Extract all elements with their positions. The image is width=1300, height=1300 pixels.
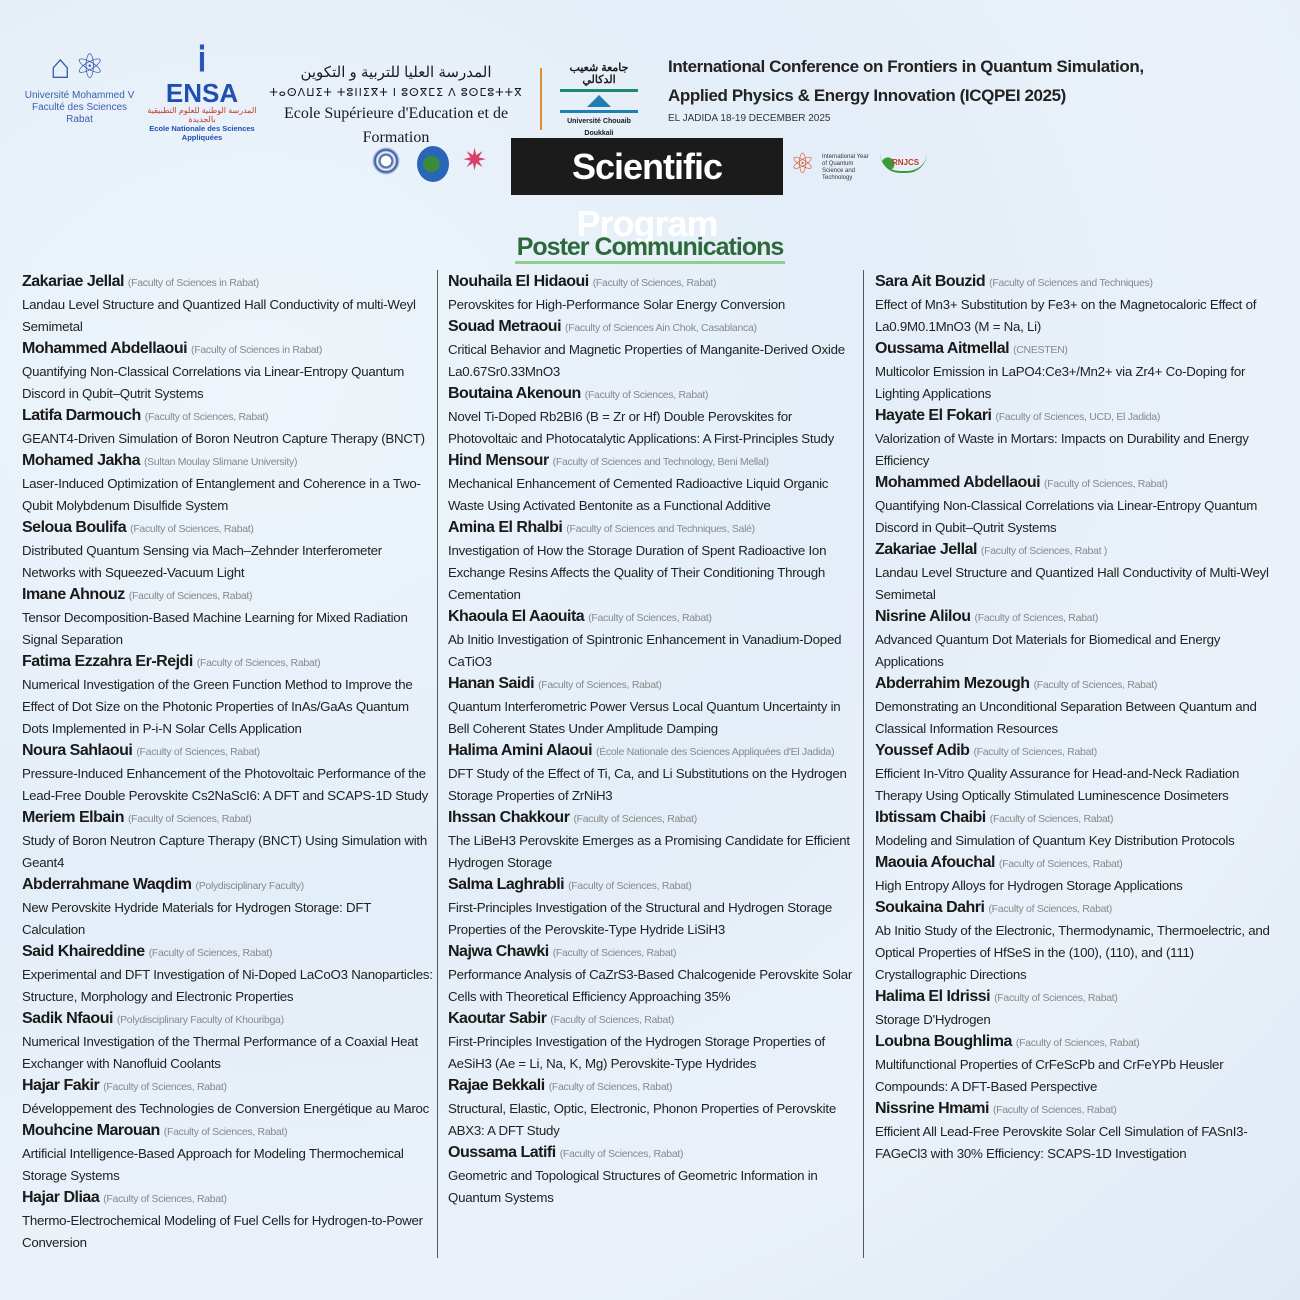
poster-title: Pressure-Induced Enhancement of the Photovoltaic Performance of the Lead-Free Double Perovskite Cs2NaScI6: A DFT and SCAPS-1D Study	[22, 766, 429, 803]
entry-header	[875, 606, 1287, 629]
author-affiliation: (Faculty of Sciences in Rabat)	[127, 277, 259, 289]
author-name: Maouia Afouchal	[875, 854, 995, 871]
entry-header	[22, 1187, 434, 1210]
author-affiliation: (Faculty of Sciences, Rabat)	[584, 389, 709, 401]
poster-title: Structural, Elastic, Optic, Electronic, Phonon Properties of Perovskite ABX3: A DFT Study	[448, 1101, 836, 1138]
poster-title: New Perovskite Hydride Materials for Hydrogen Storage: DFT Calculation	[22, 900, 371, 937]
entry-header	[875, 472, 1287, 495]
poster-entry	[448, 807, 860, 874]
poster-entry	[448, 673, 860, 740]
author-name: Abderrahim Mezough	[875, 675, 1030, 692]
author-affiliation: (Faculty of Sciences, Rabat)	[588, 612, 712, 624]
ensa-arabic: المدرسة الوطنية للعلوم التطبيقية بالجديدة	[147, 106, 257, 124]
entry-header	[448, 271, 860, 294]
poster-title: Artificial Intelligence-Based Approach for Modeling Thermochemical Storage Systems	[22, 1146, 404, 1183]
poster-entry	[875, 852, 1287, 897]
author-affiliation: (Faculty of Sciences, Rabat)	[538, 679, 662, 691]
poster-title: First-Principles Investigation of the Structural and Hydrogen Storage Properties of the Perovskite-Type Hydride LiSiH3	[448, 900, 833, 937]
poster-entry	[875, 1098, 1287, 1165]
poster-title: Investigation of How the Storage Duration of Spent Radioactive Ion Exchange Resins Affects the Quality of Their Conditioning Through Cementation	[448, 543, 827, 602]
poster-title: Efficient In-Vitro Quality Assurance for Head-and-Neck Radiation Therapy Using Optically Stimulated Luminescence Dosimeters	[875, 766, 1240, 803]
entry-header	[448, 1008, 860, 1031]
author-affiliation: (CNESTEN)	[1013, 344, 1068, 356]
author-affiliation: (Faculty of Sciences, UCD, El Jadida)	[995, 411, 1161, 423]
author-affiliation: (Polydisciplinary Faculty of Khouribga)	[116, 1014, 284, 1026]
author-affiliation: (Faculty of Sciences, Rabat)	[144, 411, 269, 423]
poster-entry	[22, 1075, 434, 1120]
author-affiliation: (Faculty of Sciences, Rabat)	[552, 947, 677, 959]
poster-title: Mechanical Enhancement of Cemented Radioactive Liquid Organic Waste Using Activated Bentonite as a Functional Additive	[448, 476, 829, 513]
poster-entry	[22, 807, 434, 874]
poster-entry	[448, 450, 860, 517]
poster-entry	[875, 1031, 1287, 1098]
author-name: Youssef Adib	[875, 742, 970, 759]
poster-title: First-Principles Investigation of the Hydrogen Storage Properties of AeSiH3 (Ae = Li, Na, K, Mg) Perovskite-Type Hydrides	[448, 1034, 825, 1071]
poster-entry	[22, 584, 434, 651]
poster-entry	[22, 338, 434, 405]
entry-header	[875, 539, 1287, 562]
entry-header	[448, 606, 860, 629]
poster-entry	[22, 517, 434, 584]
author-affiliation: (Faculty of Sciences in Rabat)	[191, 344, 323, 356]
author-name: Hayate El Fokari	[875, 407, 992, 424]
entry-header	[22, 651, 434, 674]
poster-entry	[22, 651, 434, 740]
entry-header	[448, 383, 860, 406]
entry-header	[448, 807, 860, 830]
poster-entry	[22, 271, 434, 338]
poster-column-3	[875, 271, 1287, 1165]
author-name: Meriem Elbain	[22, 809, 124, 826]
entry-header	[22, 1008, 434, 1031]
poster-title: Perovskites for High-Performance Solar Energy Conversion	[448, 297, 786, 312]
poster-title: Storage D'Hydrogen	[875, 1012, 991, 1027]
ucd-arabic: جامعة شعيب الدكالي	[569, 62, 629, 86]
poster-entry	[22, 874, 434, 941]
poster-title: Landau Level Structure and Quantized Hall Conductivity of Multi-Weyl Semimetal	[875, 565, 1269, 602]
author-affiliation: (École Nationale des Sciences Appliquées d'El Jadida)	[596, 746, 835, 758]
poster-entry	[875, 606, 1287, 673]
author-name: Mouhcine Marouan	[22, 1122, 160, 1139]
author-name: Hajar Dliaa	[22, 1189, 100, 1206]
poster-column-1	[22, 271, 434, 1254]
author-affiliation: (Faculty of Sciences, Rabat)	[973, 746, 1097, 758]
poster-title: Numerical Investigation of the Green Function Method to Improve the Effect of Dot Size on the Photonic Properties of InAs/GaAs Quantum Dots Implemented in P-i-N Solar Cells Application	[22, 677, 413, 736]
author-name: Sadik Nfaoui	[22, 1010, 113, 1027]
poster-entry	[875, 897, 1287, 986]
author-name: Oussama Aitmellal	[875, 340, 1010, 357]
esef-arabic: المدرسة العليا للتربية و التكوين	[300, 64, 492, 81]
entry-header	[22, 874, 434, 897]
poster-title: GEANT4-Driven Simulation of Boron Neutron Capture Therapy (BNCT)	[22, 431, 425, 446]
poster-title: Multicolor Emission in LaPO4:Ce3+/Mn2+ via Zr4+ Co-Doping for Lighting Applications	[875, 364, 1246, 401]
author-affiliation: (Faculty of Sciences and Techniques)	[989, 277, 1153, 289]
poster-entry	[875, 740, 1287, 807]
poster-title: Numerical Investigation of the Thermal Performance of a Coaxial Heat Exchanger with Nanofluid Coolants	[22, 1034, 418, 1071]
author-name: Nisrine Alilou	[875, 608, 971, 625]
author-name: Boutaina Akenoun	[448, 385, 581, 402]
author-affiliation: (Faculty of Sciences, Rabat)	[573, 813, 697, 825]
poster-entry	[875, 673, 1287, 740]
author-affiliation: (Faculty of Sciences, Rabat)	[998, 858, 1123, 870]
esef-tifinagh: ⵜⴰⵙⴷⵡⵉⵜ ⵜⵓⵏⵏⵉⴳⵜ ⵏ ⵓⵙⴳⵎⵉ ⴷ ⵓⵙⵎⵓⵜⵜⴳ	[269, 87, 523, 99]
author-affiliation: (Faculty of Sciences, Rabat)	[163, 1126, 288, 1138]
author-name: Fatima Ezzahra Er-Rejdi	[22, 653, 193, 670]
author-affiliation: (Faculty of Sciences, Rabat)	[548, 1081, 673, 1093]
poster-entry	[22, 941, 434, 1008]
um-line3: Rabat	[66, 114, 93, 125]
esef-french: Ecole Supérieure d'Education et de Formation	[283, 105, 509, 146]
poster-title: Quantifying Non-Classical Correlations via Linear-Entropy Quantum Discord in Qubit–Qutrit Systems	[22, 364, 405, 401]
entry-header	[875, 897, 1287, 920]
entry-header	[448, 740, 860, 763]
author-affiliation: (Faculty of Sciences, Rabat)	[988, 903, 1112, 915]
ucd-bar	[560, 89, 638, 92]
ensa-i-icon: ⅰ	[197, 41, 207, 79]
author-affiliation: (Faculty of Sciences, Rabat)	[1044, 478, 1168, 490]
author-name: Khaoula El Aaouita	[448, 608, 585, 625]
author-affiliation: (Faculty of Sciences, Rabat)	[128, 590, 253, 602]
poster-title: Landau Level Structure and Quantized Hall Conductivity of multi-Weyl Semimetal	[22, 297, 416, 334]
poster-entry	[875, 338, 1287, 405]
universite-mohammed-v-logo	[22, 44, 137, 126]
entry-header	[22, 740, 434, 763]
poster-entry	[448, 383, 860, 450]
poster-entry	[22, 405, 434, 450]
poster-entry	[448, 941, 860, 1008]
entry-header	[22, 271, 434, 294]
esef-logo	[268, 62, 524, 150]
poster-column-2	[448, 271, 860, 1209]
author-name: Kaoutar Sabir	[448, 1010, 547, 1027]
author-affiliation: (Faculty of Sciences, Rabat)	[994, 992, 1118, 1004]
author-affiliation: (Faculty of Sciences, Rabat)	[974, 612, 1099, 624]
author-name: Said Khaireddine	[22, 943, 145, 960]
entry-header	[448, 1142, 860, 1165]
author-affiliation: (Faculty of Sciences Ain Chok, Casablanca)	[565, 322, 757, 334]
poster-entry	[448, 1008, 860, 1075]
entry-header	[22, 807, 434, 830]
poster-entry	[448, 517, 860, 606]
author-affiliation: (Faculty of Sciences, Rabat)	[136, 746, 260, 758]
africa-globe-logo-icon	[417, 146, 449, 182]
poster-entry	[448, 271, 860, 316]
conference-header	[668, 52, 1298, 125]
star-logo-icon: ✷	[462, 144, 488, 177]
author-name: Mohammed Abdellaoui	[875, 474, 1041, 491]
entry-header	[875, 807, 1287, 830]
author-name: Loubna Boughlima	[875, 1033, 1012, 1050]
poster-entry	[22, 450, 434, 517]
conference-date: EL JADIDA 18-19 DECEMBER 2025	[668, 113, 831, 124]
poster-entry	[875, 539, 1287, 606]
author-name: Halima El Idrissi	[875, 988, 991, 1005]
entry-header	[875, 986, 1287, 1009]
iyq-atom-icon: ⚛	[790, 148, 816, 179]
poster-entry	[448, 606, 860, 673]
poster-entry	[22, 740, 434, 807]
poster-entry	[22, 1120, 434, 1187]
entry-header	[448, 1075, 860, 1098]
author-affiliation: (Faculty of Sciences, Rabat)	[103, 1081, 227, 1093]
poster-title: Ab Initio Study of the Electronic, Thermodynamic, Thermoelectric, and Optical Properties of HfSeS in the (100), (110), and (111) Crystallographic Directions	[875, 923, 1270, 982]
poster-title: Distributed Quantum Sensing via Mach–Zehnder Interferometer Networks with Squeezed-Vacuum Light	[22, 543, 382, 580]
author-name: Zakariae Jellal	[875, 541, 977, 558]
um-line1: Université Mohammed V	[24, 90, 135, 101]
author-affiliation: (Faculty of Sciences, Rabat)	[1033, 679, 1158, 691]
entry-header	[875, 1098, 1287, 1121]
conference-title-line2: Applied Physics & Energy Innovation (ICQPEI 2025)	[668, 86, 1066, 105]
um-line2: Faculté des Sciences	[31, 102, 128, 113]
entry-header	[22, 405, 434, 428]
entry-header	[875, 852, 1287, 875]
ucd-logo	[558, 62, 640, 140]
author-name: Hajar Fakir	[22, 1077, 100, 1094]
author-name: Najwa Chawki	[448, 943, 549, 960]
author-affiliation: (Faculty of Sciences, Rabat)	[568, 880, 692, 892]
cnrst-logo-icon	[372, 147, 400, 175]
entry-header	[448, 316, 860, 339]
column-divider	[437, 270, 438, 1258]
poster-entry	[22, 1187, 434, 1254]
poster-title: Demonstrating an Unconditional Separation Between Quantum and Classical Information Resources	[875, 699, 1257, 736]
author-name: Hind Mensour	[448, 452, 549, 469]
um-emblem-icon: ⌂⚛	[49, 48, 110, 86]
poster-title: Multifunctional Properties of CrFeScPb and CrFeYPb Heusler Compounds: A DFT-Based Perspective	[875, 1057, 1224, 1094]
author-affiliation: (Faculty of Sciences, Rabat)	[130, 523, 254, 535]
entry-header	[22, 450, 434, 473]
author-name: Zakariae Jellal	[22, 273, 124, 290]
poster-title: Geometric and Topological Structures of Geometric Information in Quantum Systems	[448, 1168, 818, 1205]
author-affiliation: (Faculty of Sciences, Rabat)	[1015, 1037, 1140, 1049]
poster-title: Modeling and Simulation of Quantum Key Distribution Protocols	[875, 833, 1235, 848]
entry-header	[448, 517, 860, 540]
author-affiliation: (Faculty of Sciences, Rabat)	[148, 947, 273, 959]
author-name: Ihssan Chakkour	[448, 809, 570, 826]
author-name: Abderrahmane Waqdim	[22, 876, 192, 893]
author-name: Sara Ait Bouzid	[875, 273, 986, 290]
author-name: Salma Laghrabli	[448, 876, 565, 893]
poster-title: High Entropy Alloys for Hydrogen Storage Applications	[875, 878, 1183, 893]
poster-title: Effect of Mn3+ Substitution by Fe3+ on the Magnetocaloric Effect of La0.9M0.1MnO3 (M = Na, Li)	[875, 297, 1257, 334]
entry-header	[875, 338, 1287, 361]
poster-entry	[875, 807, 1287, 852]
author-affiliation: (Sultan Moulay Slimane University)	[143, 456, 298, 468]
author-name: Seloua Boulifa	[22, 519, 127, 536]
ensa-name: ENSA	[165, 78, 239, 108]
author-affiliation: (Faculty of Sciences and Techniques, Salé)	[566, 523, 755, 535]
author-name: Nissrine Hmami	[875, 1100, 989, 1117]
ensa-french: Ecole Nationale des Sciences Appliquées	[149, 124, 255, 142]
author-name: Noura Sahlaoui	[22, 742, 133, 759]
poster-entry	[448, 874, 860, 941]
poster-title: Thermo-Electrochemical Modeling of Fuel Cells for Hydrogen-to-Power Conversion	[22, 1213, 423, 1250]
poster-entry	[448, 1142, 860, 1209]
poster-title: Quantifying Non-Classical Correlations via Linear-Entropy Quantum Discord in Qubit–Qutrit Systems	[875, 498, 1258, 535]
poster-entry	[448, 1075, 860, 1142]
entry-header	[875, 1031, 1287, 1054]
entry-header	[22, 1075, 434, 1098]
entry-header	[22, 338, 434, 361]
entry-header	[875, 271, 1287, 294]
poster-entry	[875, 472, 1287, 539]
entry-header	[22, 584, 434, 607]
poster-entry	[448, 316, 860, 383]
entry-header	[448, 941, 860, 964]
author-name: Mohamed Jakha	[22, 452, 140, 469]
entry-header	[875, 673, 1287, 696]
entry-header	[448, 874, 860, 897]
author-affiliation: (Faculty of Sciences, Rabat)	[992, 1104, 1117, 1116]
poster-title: Experimental and DFT Investigation of Ni-Doped LaCoO3 Nanoparticles: Structure, Morphology and Electronic Properties	[22, 967, 433, 1004]
author-name: Latifa Darmouch	[22, 407, 141, 424]
ucd-bar	[560, 110, 638, 113]
poster-title: Novel Ti-Doped Rb2BI6 (B = Zr or Hf) Double Perovskites for Photovoltaic and Photocatalytic Applications: A First-Principles Study	[448, 409, 835, 446]
ucd-triangle-icon	[587, 95, 611, 107]
author-name: Soukaina Dahri	[875, 899, 985, 916]
section-title	[0, 233, 1300, 262]
poster-title: Ab Initio Investigation of Spintronic Enhancement in Vanadium-Doped CaTiO3	[448, 632, 842, 669]
conference-title-line1: International Conference on Frontiers in Quantum Simulation,	[668, 57, 1144, 76]
poster-entry	[448, 740, 860, 807]
author-affiliation: (Faculty of Sciences and Technology, Beni Mellal)	[552, 456, 769, 468]
author-name: Imane Ahnouz	[22, 586, 125, 603]
poster-entry	[22, 1008, 434, 1075]
entry-header	[875, 405, 1287, 428]
author-affiliation: (Faculty of Sciences, Rabat)	[103, 1193, 227, 1205]
author-name: Ibtissam Chaibi	[875, 809, 986, 826]
column-divider	[863, 270, 864, 1258]
author-affiliation: (Faculty of Sciences, Rabat)	[196, 657, 321, 669]
author-name: Oussama Latifi	[448, 1144, 556, 1161]
entry-header	[448, 673, 860, 696]
scientific-program-banner: Scientific Program	[511, 138, 783, 195]
poster-title: The LiBeH3 Perovskite Emerges as a Promising Candidate for Efficient Hydrogen Storage	[448, 833, 850, 870]
poster-title: Valorization of Waste in Mortars: Impacts on Durability and Energy Efficiency	[875, 431, 1249, 468]
poster-entry	[875, 986, 1287, 1031]
entry-header	[448, 450, 860, 473]
author-name: Amina El Rhalbi	[448, 519, 563, 536]
author-affiliation: (Faculty of Sciences, Rabat)	[989, 813, 1114, 825]
poster-title: Advanced Quantum Dot Materials for Biomedical and Energy Applications	[875, 632, 1221, 669]
poster-communications-heading: Poster Communications	[515, 233, 786, 264]
poster-title: Performance Analysis of CaZrS3-Based Chalcogenide Perovskite Solar Cells with Theoretical Efficiency Approaching 35%	[448, 967, 853, 1004]
author-affiliation: (Faculty of Sciences, Rabat)	[559, 1148, 684, 1160]
author-name: Nouhaila El Hidaoui	[448, 273, 589, 290]
poster-title: Study of Boron Neutron Capture Therapy (BNCT) Using Simulation with Geant4	[22, 833, 427, 870]
author-name: Rajae Bekkali	[448, 1077, 545, 1094]
author-affiliation: (Faculty of Sciences, Rabat)	[127, 813, 252, 825]
author-affiliation: (Faculty of Sciences, Rabat )	[980, 545, 1108, 557]
author-name: Souad Metraoui	[448, 318, 562, 335]
poster-entry	[875, 405, 1287, 472]
poster-title: Critical Behavior and Magnetic Properties of Manganite-Derived Oxide La0.67Sr0.33MnO3	[448, 342, 845, 379]
poster-title: Tensor Decomposition-Based Machine Learning for Mixed Radiation Signal Separation	[22, 610, 408, 647]
poster-title: Efficient All Lead-Free Perovskite Solar Cell Simulation of FASnI3-FAGeCl3 with 30% Efficiency: SCAPS-1D Investigation	[875, 1124, 1248, 1161]
poster-title: DFT Study of the Effect of Ti, Ca, and Li Substitutions on the Hydrogen Storage Properties of ZrNiH3	[448, 766, 847, 803]
poster-title: Laser-Induced Optimization of Entanglement and Coherence in a Two-Qubit Molybdenum Disulfide System	[22, 476, 421, 513]
author-name: Halima Amini Alaoui	[448, 742, 593, 759]
author-affiliation: (Faculty of Sciences, Rabat)	[550, 1014, 674, 1026]
author-affiliation: (Faculty of Sciences, Rabat)	[592, 277, 717, 289]
poster-title: Quantum Interferometric Power Versus Local Quantum Uncertainty in Bell Coherent States Under Amplitude Damping	[448, 699, 841, 736]
entry-header	[22, 517, 434, 540]
ensa-logo	[138, 40, 266, 142]
poster-title: Développement des Technologies de Conversion Energétique au Maroc	[22, 1101, 430, 1116]
author-name: Hanan Saidi	[448, 675, 535, 692]
iyq-label: International Year of Quantum Science and Technology	[822, 154, 869, 181]
author-affiliation: (Polydisciplinary Faculty)	[195, 880, 304, 892]
entry-header	[22, 941, 434, 964]
entry-header	[22, 1120, 434, 1143]
poster-entry	[875, 271, 1287, 338]
header-divider	[540, 68, 542, 130]
entry-header	[875, 740, 1287, 763]
author-name: Mohammed Abdellaoui	[22, 340, 188, 357]
ucd-name: Université Chouaib Doukkali	[567, 118, 631, 137]
rnjcs-logo: RNJCS	[880, 152, 927, 173]
